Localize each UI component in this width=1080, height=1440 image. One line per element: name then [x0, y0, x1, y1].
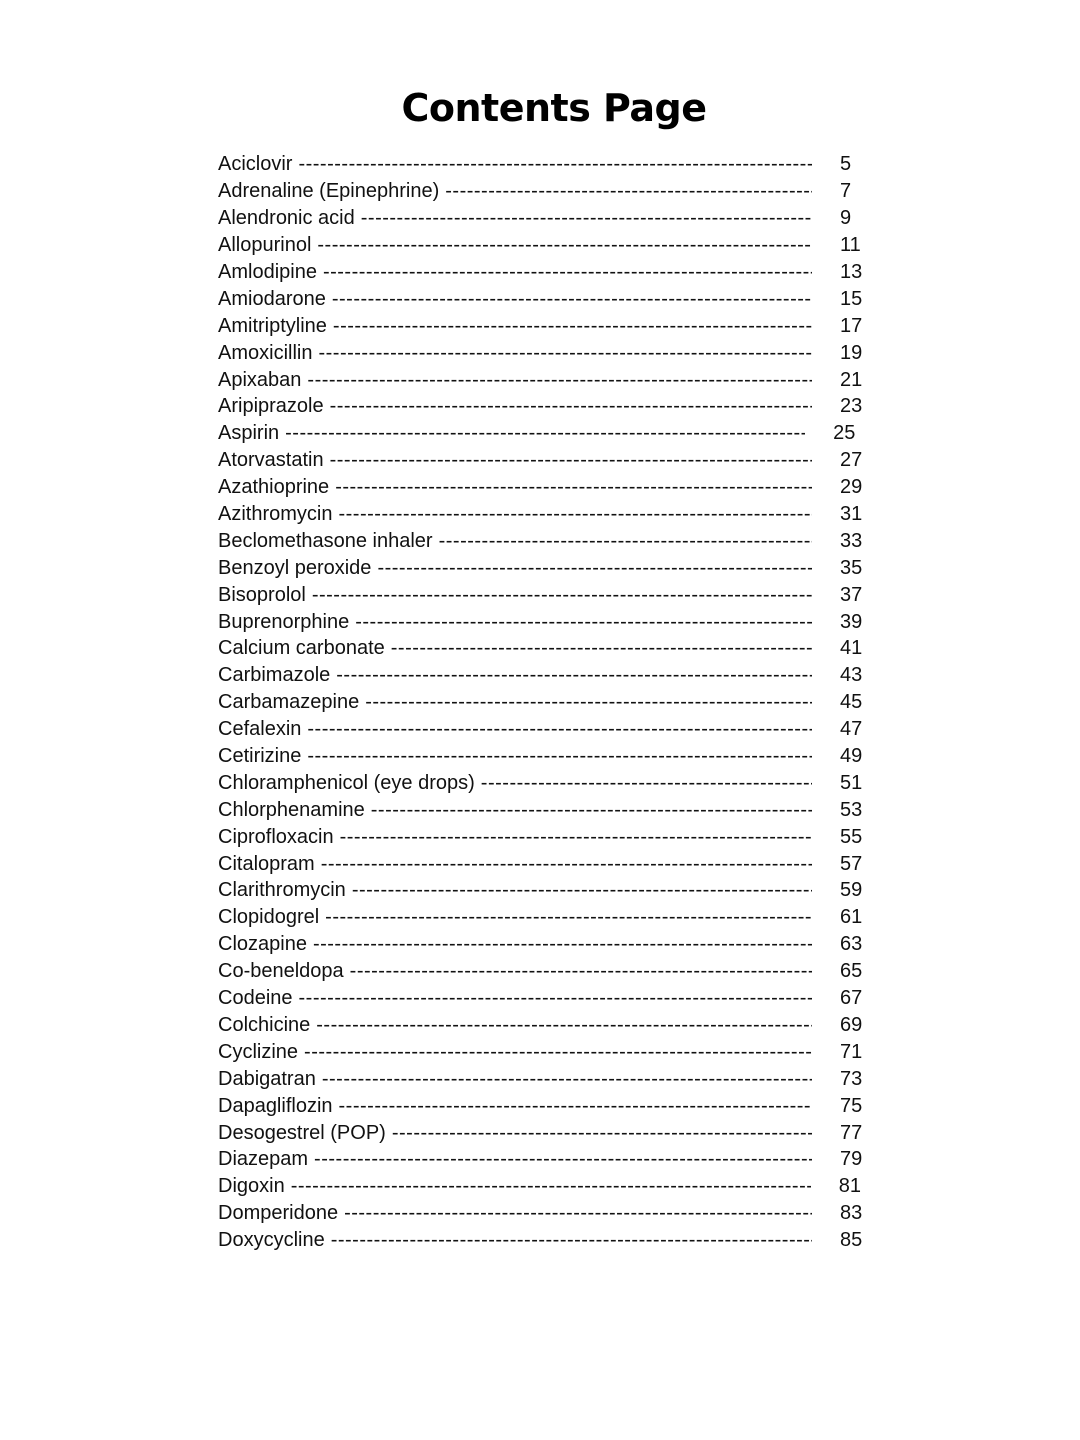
toc-entry: [218, 958, 868, 985]
toc-entry-name: Clarithromycin: [218, 879, 346, 902]
toc-entry: [218, 232, 868, 259]
toc-entry-name: Benzoyl peroxide: [218, 556, 372, 579]
toc-entry-name: Amlodipine: [218, 261, 317, 283]
toc-entry: [218, 312, 868, 339]
toc-entry-page-number: 35: [840, 556, 863, 579]
toc-entry-name: Carbimazole: [218, 664, 331, 687]
toc-entry-name: Co-beneldopa: [218, 960, 344, 983]
toc-entry-page-number: 37: [840, 583, 863, 606]
toc-entry-page-number: 47: [840, 718, 863, 741]
table-of-contents: [218, 151, 868, 1254]
toc-entry-page-number: 77: [840, 1121, 863, 1144]
toc-entry-page-number: 33: [840, 529, 863, 552]
toc-entry-name: Dabigatran: [218, 1067, 316, 1090]
toc-entry: [218, 823, 868, 850]
toc-entry-page-number: 7: [840, 180, 852, 203]
toc-entry: [218, 769, 868, 796]
toc-entry-page-number: 29: [840, 476, 863, 499]
toc-entry: [218, 420, 868, 447]
toc-entry: [218, 339, 868, 366]
toc-entry-name: Cetirizine: [218, 745, 302, 768]
toc-dot-leader: [361, 205, 812, 231]
toc-entry-name: Chlorphenamine: [218, 798, 365, 821]
toc-entry-page-number: 53: [840, 798, 863, 821]
toc-entry-name: Clozapine: [218, 933, 307, 956]
toc-entry-page-number: 85: [840, 1229, 863, 1252]
toc-entry-page-number: 17: [840, 314, 863, 337]
toc-entry: [218, 931, 868, 958]
toc-entry-name: Chloramphenicol (eye drops): [218, 771, 475, 794]
toc-entry-page-number: 69: [840, 1013, 863, 1036]
toc-dot-leader: [338, 501, 812, 527]
toc-dot-leader: [321, 851, 812, 877]
toc-dot-leader: [377, 555, 812, 581]
toc-dot-leader: [481, 770, 812, 796]
toc-entry-name: Apixaban: [218, 368, 302, 391]
toc-dot-leader: [332, 286, 812, 312]
toc-entry-name: Beclomethasone inhaler: [218, 529, 433, 552]
toc-entry-page-number: 73: [840, 1067, 863, 1090]
toc-dot-leader: [317, 232, 812, 258]
toc-dot-leader: [330, 393, 812, 419]
toc-entry-page-number: 49: [840, 745, 863, 768]
toc-entry: [218, 501, 868, 528]
toc-entry-name: Calcium carbonate: [218, 637, 385, 660]
toc-dot-leader: [307, 716, 812, 742]
toc-entry-page-number: 65: [840, 960, 863, 983]
toc-entry: [218, 366, 868, 393]
toc-entry-name: Domperidone: [218, 1202, 339, 1225]
toc-dot-leader: [333, 313, 812, 339]
toc-entry-page-number: 55: [840, 825, 863, 848]
toc-dot-leader: [350, 958, 812, 984]
toc-entry-page-number: 71: [840, 1040, 863, 1063]
toc-entry-name: Citalopram: [218, 852, 315, 875]
toc-entry: [218, 1092, 868, 1119]
toc-dot-leader: [344, 1200, 812, 1226]
toc-dot-leader: [352, 877, 812, 903]
toc-dot-leader: [331, 1227, 812, 1253]
toc-entry: [218, 689, 868, 716]
toc-entry-name: Azathioprine: [218, 476, 330, 499]
toc-entry: [218, 1227, 868, 1254]
toc-entry: [218, 205, 868, 232]
toc-entry: [218, 151, 868, 178]
toc-entry-name: Aripiprazole: [218, 395, 324, 418]
toc-entry-page-number: 63: [840, 933, 863, 956]
toc-entry-page-number: 41: [840, 637, 863, 660]
toc-entry-name: Cyclizine: [218, 1040, 299, 1063]
toc-entry-page-number: 51: [840, 771, 863, 794]
toc-dot-leader: [298, 151, 812, 177]
toc-entry-name: Aciclovir: [218, 153, 293, 176]
toc-entry-page-number: 5: [840, 153, 852, 176]
toc-entry-page-number: 31: [840, 503, 863, 526]
toc-entry-name: Atorvastatin: [218, 449, 324, 472]
toc-entry: [218, 1012, 868, 1039]
toc-entry-page-number: 19: [840, 341, 863, 364]
toc-entry-name: Codeine: [218, 987, 293, 1010]
toc-entry-page-number: 79: [840, 1148, 863, 1171]
toc-entry-page-number: 21: [840, 368, 863, 391]
toc-entry-page-number: 43: [840, 664, 863, 687]
toc-entry: [218, 743, 868, 770]
toc-dot-leader: [330, 447, 812, 473]
toc-entry: [218, 447, 868, 474]
toc-entry-name: Aspirin: [218, 422, 280, 445]
page-title: Contents Page: [401, 86, 707, 130]
toc-dot-leader: [355, 609, 812, 635]
toc-entry: [218, 1065, 868, 1092]
toc-dot-leader: [392, 1120, 812, 1146]
toc-entry-name: Azithromycin: [218, 503, 333, 526]
toc-dot-leader: [307, 743, 812, 769]
toc-entry: [218, 259, 868, 286]
toc-dot-leader: [299, 985, 812, 1011]
toc-entry-name: Adrenaline (Epinephrine): [218, 180, 440, 203]
toc-entry-name: Amiodarone: [218, 287, 326, 310]
toc-entry: [218, 904, 868, 931]
toc-dot-leader: [339, 1093, 812, 1119]
toc-dot-leader: [307, 367, 812, 393]
toc-dot-leader: [318, 340, 812, 366]
toc-dot-leader: [336, 662, 812, 688]
toc-entry-page-number: 61: [840, 906, 863, 929]
toc-entry-name: Digoxin: [218, 1175, 285, 1198]
toc-entry-page-number: 11: [840, 234, 861, 257]
toc-entry: [218, 985, 868, 1012]
toc-entry-name: Allopurinol: [218, 234, 312, 257]
toc-dot-leader: [445, 178, 812, 204]
toc-entry-name: Ciprofloxacin: [218, 825, 334, 848]
toc-dot-leader: [291, 1173, 811, 1199]
toc-entry-page-number: 13: [840, 261, 863, 283]
toc-entry: [218, 716, 868, 743]
toc-dot-leader: [323, 259, 812, 285]
toc-entry: [218, 608, 868, 635]
toc-entry-name: Carbamazepine: [218, 691, 360, 714]
toc-entry: [218, 635, 868, 662]
toc-entry-page-number: 57: [840, 852, 863, 875]
toc-entry-name: Amoxicillin: [218, 341, 313, 364]
toc-dot-leader: [365, 689, 812, 715]
toc-entry-page-number: 81: [838, 1175, 861, 1198]
toc-entry: [218, 1173, 868, 1200]
toc-dot-leader: [316, 1012, 812, 1038]
toc-entry-page-number: 67: [840, 987, 863, 1010]
toc-entry-name: Buprenorphine: [218, 610, 350, 633]
toc-entry-page-number: 27: [840, 449, 863, 472]
toc-entry-name: Dapagliflozin: [218, 1094, 333, 1117]
toc-entry: [218, 1146, 868, 1173]
toc-entry-name: Diazepam: [218, 1148, 309, 1171]
toc-dot-leader: [314, 1146, 812, 1172]
toc-entry: [218, 285, 868, 312]
toc-entry-name: Alendronic acid: [218, 207, 355, 230]
toc-entry-name: Clopidogrel: [218, 906, 320, 929]
toc-entry: [218, 877, 868, 904]
toc-entry: [218, 393, 868, 420]
toc-dot-leader: [322, 1066, 812, 1092]
toc-dot-leader: [313, 931, 812, 957]
toc-entry-page-number: 75: [840, 1094, 863, 1117]
toc-dot-leader: [439, 528, 812, 554]
toc-entry-page-number: 39: [840, 610, 863, 633]
toc-entry-name: Amitriptyline: [218, 314, 327, 337]
toc-entry-page-number: 59: [840, 879, 863, 902]
toc-dot-leader: [285, 420, 805, 446]
toc-dot-leader: [340, 824, 812, 850]
toc-entry: [218, 474, 868, 501]
toc-entry-name: Colchicine: [218, 1013, 311, 1036]
toc-entry-name: Cefalexin: [218, 718, 302, 741]
toc-entry-page-number: 15: [840, 287, 863, 310]
toc-entry-name: Doxycycline: [218, 1229, 325, 1252]
toc-entry-name: Desogestrel (POP): [218, 1121, 386, 1144]
toc-entry-page-number: 45: [840, 691, 863, 714]
toc-entry-page-number: 25: [833, 422, 856, 445]
toc-entry: [218, 1119, 868, 1146]
toc-entry: [218, 1038, 868, 1065]
toc-entry: [218, 178, 868, 205]
toc-entry: [218, 1200, 868, 1227]
toc-entry-page-number: 9: [840, 207, 852, 230]
toc-entry: [218, 581, 868, 608]
toc-entry: [218, 554, 868, 581]
toc-dot-leader: [391, 635, 812, 661]
toc-dot-leader: [335, 474, 812, 500]
toc-dot-leader: [312, 582, 812, 608]
toc-entry: [218, 527, 868, 554]
toc-entry-name: Bisoprolol: [218, 583, 306, 606]
toc-entry-page-number: 83: [840, 1202, 863, 1225]
toc-entry: [218, 850, 868, 877]
toc-entry-page-number: 23: [840, 395, 863, 418]
toc-dot-leader: [325, 904, 812, 930]
toc-entry: [218, 796, 868, 823]
toc-dot-leader: [371, 797, 812, 823]
toc-entry: [218, 662, 868, 689]
toc-dot-leader: [304, 1039, 812, 1065]
